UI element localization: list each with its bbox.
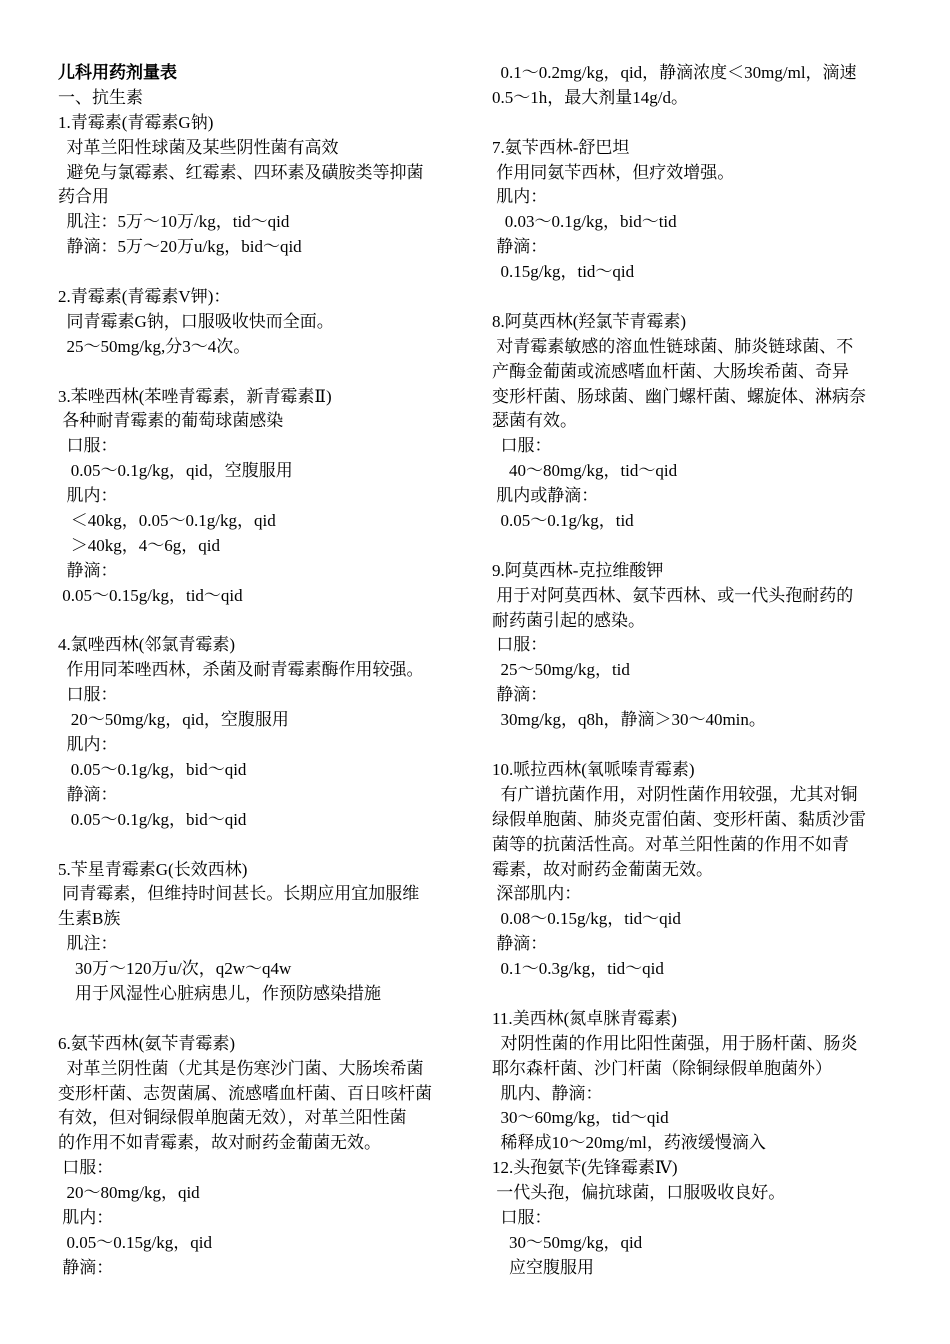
text-line: 同青霉素G钠，口服吸收快而全面。 [58,311,334,331]
text-line: 肌内： [492,187,548,207]
text-line: 肌内： [58,1207,114,1227]
text-line: 口服： [58,1158,114,1178]
text-line: 稀释成10～20mg/ml，药液缓慢滴入 [492,1133,766,1153]
text-line: 避免与氯霉素、红霉素、四环素及磺胺类等抑菌 [58,162,424,182]
text-line: 0.5～1h，最大剂量14g/d。 [492,87,688,107]
text-line: 5.苄星青霉素G(长效西林) [58,859,248,879]
text-line [492,733,904,758]
text-line: 一、抗生素 [58,87,143,107]
text-line: 口服： [492,1207,552,1227]
text-line: 耐药菌引起的感染。 [492,610,645,630]
left-text-block [58,86,468,1281]
text-line: 3.苯唑西林(苯唑青霉素，新青霉素Ⅱ) [58,386,332,406]
text-line: 有广谱抗菌作用，对阴性菌作用较强，尤其对铜 [492,784,858,804]
text-line: 0.08～0.15g/kg，tid～qid [492,909,681,929]
text-line [58,260,468,285]
text-line: 25～50mg/kg，tid [492,660,630,680]
text-line: 0.15g/kg，tid～qid [492,262,635,282]
text-line [492,534,904,559]
text-line: 绿假单胞菌、肺炎克雷伯菌、变形杆菌、黏质沙雷 [492,809,866,829]
text-line: 的作用不如青霉素，故对耐药金葡菌无效。 [58,1133,381,1153]
text-line: 静滴： [492,237,548,257]
text-line: 深部肌内： [492,884,582,904]
text-line: ＜40kg，0.05～0.1g/kg，qid [58,511,276,531]
right-text-block [492,61,904,1281]
text-line [492,285,904,310]
text-line: 肌注：5万～10万/kg，tid～qid [58,212,290,232]
text-line: 0.05～0.1g/kg，tid [492,511,634,531]
text-line: 30mg/kg，q8h，静滴＞30～40min。 [492,710,766,730]
text-line: 霉素，故对耐药金葡菌无效。 [492,859,713,879]
text-line: 0.05～0.1g/kg，qid，空腹服用 [58,461,293,481]
text-line: 20～80mg/kg，qid [58,1183,200,1203]
text-line: 0.1～0.3g/kg，tid～qid [492,959,664,979]
text-line: 静滴： [58,560,118,580]
text-line: 对革兰阳性球菌及某些阴性菌有高效 [58,137,339,157]
text-line: 口服： [58,436,118,456]
text-line: 一代头孢，偏抗球菌，口服吸收良好。 [492,1183,786,1203]
text-line: 肌注： [58,934,118,954]
text-line: 0.03～0.1g/kg，bid～tid [492,212,677,232]
text-line: 1.青霉素(青霉素G钠) [58,112,214,132]
left-column [58,61,468,1281]
text-line: 同青霉素，但维持时间甚长。长期应用宜加服维 [58,884,420,904]
text-line: 静滴： [58,1257,114,1277]
text-line: 11.美西林(氮卓脒青霉素) [492,1008,677,1028]
text-line: 30～60mg/kg，tid～qid [492,1108,669,1128]
text-line: 口服： [58,685,118,705]
text-line: 8.阿莫西林(羟氯苄青霉素) [492,311,687,331]
text-line: 7.氨苄西林-舒巴坦 [492,137,630,157]
text-line: 肌内： [58,735,118,755]
document-title: 儿科用药剂量表 [58,63,177,82]
text-line: 对革兰阴性菌（尤其是伤寒沙门菌、大肠埃希菌 [58,1058,424,1078]
text-line: 10.哌拉西林(氧哌嗪青霉素) [492,759,695,779]
text-line: 20～50mg/kg，qid，空腹服用 [58,710,289,730]
text-line: 耶尔森杆菌、沙门杆菌（除铜绿假单胞菌外） [492,1058,832,1078]
text-line: 菌等的抗菌活性高。对革兰阳性菌的作用不如青 [492,834,849,854]
text-line: 0.05～0.1g/kg，bid～qid [58,759,247,779]
text-line [58,360,468,385]
text-line: 用于对阿莫西林、氨苄西林、或一代头孢耐药的 [492,585,854,605]
text-line: 应空腹服用 [492,1257,594,1277]
text-line [58,609,468,634]
text-line: 肌内、静滴： [492,1083,603,1103]
text-line: 4.氯唑西林(邻氯青霉素) [58,635,236,655]
text-line [58,1007,468,1032]
text-line: 6.氨苄西林(氨苄青霉素) [58,1033,236,1053]
text-line: 作用同苯唑西林，杀菌及耐青霉素酶作用较强。 [58,660,424,680]
text-line: 静滴： [58,784,118,804]
text-line [492,982,904,1007]
text-line: 药合用 [58,187,109,207]
text-line: 肌内： [58,486,118,506]
text-line: 25～50mg/kg,分3～4次。 [58,336,251,356]
text-line: 2.青霉素(青霉素V钾)： [58,287,231,307]
text-line: 对阴性菌的作用比阳性菌强，用于肠杆菌、肠炎 [492,1033,858,1053]
text-line: 12.头孢氨苄(先锋霉素Ⅳ) [492,1158,678,1178]
text-line: 各种耐青霉素的葡萄球菌感染 [58,411,284,431]
text-line: ＞40kg，4～6g，qid [58,535,220,555]
text-line: 静滴：5万～20万u/kg，bid～qid [58,237,302,257]
text-line: 对青霉素敏感的溶血性链球菌、肺炎链球菌、不 [492,336,854,356]
text-line: 变形杆菌、志贺菌属、流感嗜血杆菌、百日咳杆菌 [58,1083,432,1103]
text-line: 静滴： [492,934,548,954]
text-line: 0.05～0.15g/kg，qid [58,1232,212,1252]
text-line: 0.05～0.15g/kg，tid～qid [58,585,243,605]
text-line: 作用同氨苄西林，但疗效增强。 [492,162,735,182]
text-line: 肌内或静滴： [492,486,599,506]
text-line [58,833,468,858]
text-line [492,111,904,136]
text-line: 30～50mg/kg，qid [492,1232,643,1252]
text-line: 用于风湿性心脏病患儿，作预防感染措施 [58,983,381,1003]
text-line: 9.阿莫西林-克拉维酸钾 [492,560,664,580]
text-line: 口服： [492,635,548,655]
text-line: 0.1～0.2mg/kg，qid，静滴浓度＜30mg/ml，滴速 [492,63,857,82]
text-line: 瑟菌有效。 [492,411,577,431]
text-line: 40～80mg/kg，tid～qid [492,461,678,481]
text-line: 产酶金葡菌或流感嗜血杆菌、大肠埃希菌、奇异 [492,361,849,381]
text-line: 有效，但对铜绿假单胞菌无效），对革兰阳性菌 [58,1108,407,1128]
text-line: 口服： [492,436,552,456]
text-line: 30万～120万u/次，q2w～q4w [58,959,292,979]
text-line: 生素B族 [58,909,121,929]
text-line: 变形杆菌、肠球菌、幽门螺杆菌、螺旋体、淋病奈 [492,386,866,406]
text-line: 静滴： [492,685,548,705]
right-column [492,61,904,1281]
text-line: 0.05～0.1g/kg，bid～qid [58,809,247,829]
